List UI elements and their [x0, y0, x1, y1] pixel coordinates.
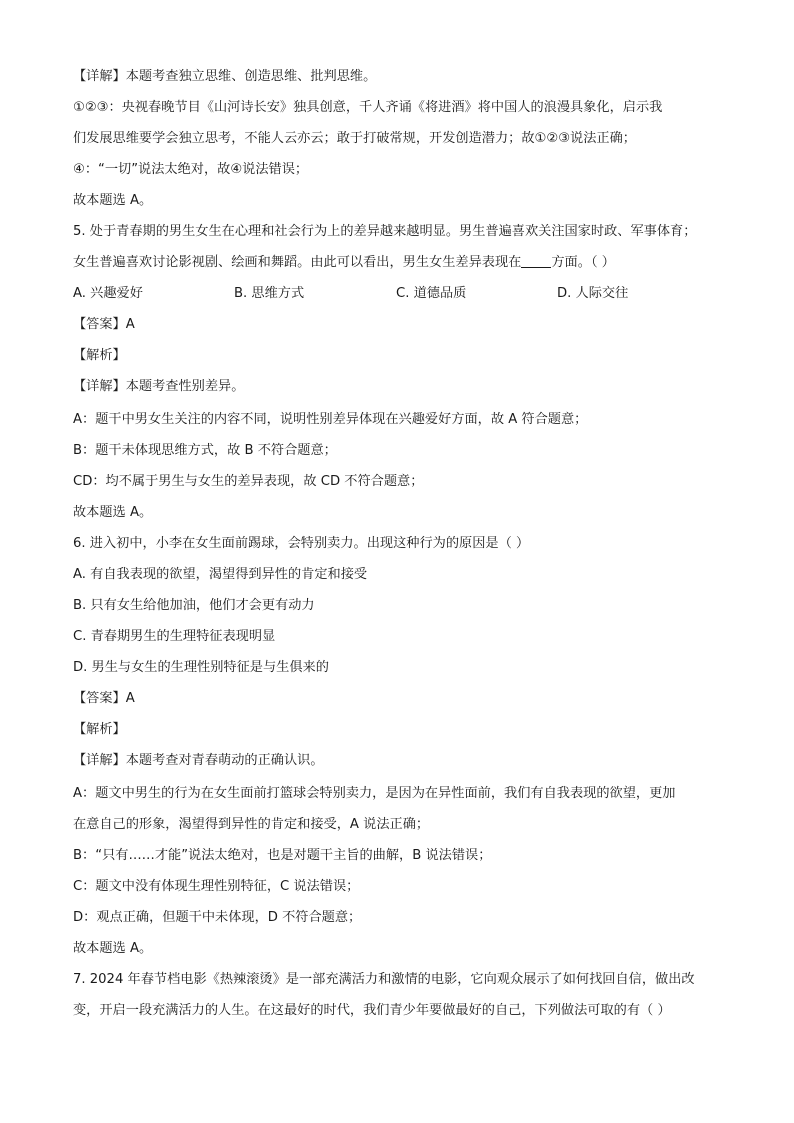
q4-detail-line: ①②③：央视春晚节目《山河诗长安》独具创意，千人齐诵《将进酒》将中国人的浪漫具象化，启示我 [73, 100, 663, 115]
q6-answer: 【答案】A [73, 691, 135, 706]
q5-stem-line [73, 253, 615, 273]
q6-option-c: C. 青春期男生的生理特征表现明显 [73, 629, 276, 644]
q7-stem-line: 7. 2024 年春节档电影《热辣滚烫》是一部充满活力和激情的电影，它向观众展示了如何找回自信，做出改 [73, 972, 695, 987]
q5-option-c: C. 道德品质 [396, 286, 467, 301]
q6-explain-line: A：题文中男生的行为在女生面前打篮球会特别卖力，是因为在异性面前，我们有自我表现的欲望，更加 [73, 786, 676, 801]
q5-explain-line: A：题干中男女生关注的内容不同，说明性别差异体现在兴趣爱好方面，故 A 符合题意； [73, 412, 588, 427]
q6-explain-line: 在意自己的形象，渴望得到异性的肯定和接受，A 说法正确； [73, 817, 430, 832]
q5-explain-line: CD：均不属于男生与女生的差异表现，故 CD 不符合题意； [73, 474, 424, 489]
q6-explain-line: D：观点正确，但题干中未体现，D 不符合题意； [73, 910, 362, 925]
q6-detail-heading: 【详解】本题考查对青春萌动的正确认识。 [73, 753, 324, 768]
q5-stem-line: 5. 处于青春期的男生女生在心理和社会行为上的差异越来越明显。男生普遍喜欢关注国家时政、军事体育； [73, 224, 697, 239]
q5-option-d: D. 人际交往 [557, 286, 629, 301]
q6-option-a: A. 有自我表现的欲望，渴望得到异性的肯定和接受 [73, 567, 368, 582]
q6-analysis-heading: 【解析】 [73, 722, 126, 737]
q5-answer: 【答案】A [73, 317, 135, 332]
q7-stem-line: 变，开启一段充满活力的人生。在这最好的时代，我们青少年要做最好的自己，下列做法可取的有（ ） [73, 1003, 671, 1018]
q5-detail-heading: 【详解】本题考查性别差异。 [73, 379, 245, 394]
q6-explain-line: C：题文中没有体现生理性别特征，C 说法错误； [73, 879, 360, 894]
q6-conclusion: 故本题选 A。 [73, 941, 153, 956]
q6-stem: 6. 进入初中，小李在女生面前踢球，会特别卖力。出现这种行为的原因是（ ） [73, 536, 530, 551]
q5-explain-line: B：题干未体现思维方式，故 B 不符合题意； [73, 443, 337, 458]
q5-stem-text: 方面。（ ） [551, 255, 615, 270]
q6-option-b: B. 只有女生给他加油，他们才会更有动力 [73, 598, 315, 613]
q6-option-d: D. 男生与女生的生理性别特征是与生俱来的 [73, 660, 329, 675]
q5-option-a: A. 兴趣爱好 [73, 286, 143, 301]
q5-stem-text: 女生普遍喜欢讨论影视剧、绘画和舞蹈。由此可以看出，男生女生差异表现在 [73, 255, 522, 270]
answer-blank [521, 253, 551, 268]
q5-conclusion: 故本题选 A。 [73, 505, 153, 520]
q4-detail-line: ④：“一切”说法太绝对，故④说法错误； [73, 162, 309, 177]
q4-conclusion: 故本题选 A。 [73, 193, 153, 208]
q6-explain-line: B：“只有……才能”说法太绝对，也是对题干主旨的曲解，B 说法错误； [73, 848, 492, 863]
q4-detail-heading: 【详解】本题考查独立思维、创造思维、批判思维。 [73, 69, 377, 84]
q5-option-b: B. 思维方式 [234, 286, 305, 301]
q5-analysis-heading: 【解析】 [73, 348, 126, 363]
q4-detail-line: 们发展思维要学会独立思考，不能人云亦云；敢于打破常规，开发创造潜力；故①②③说法正确； [73, 131, 636, 146]
